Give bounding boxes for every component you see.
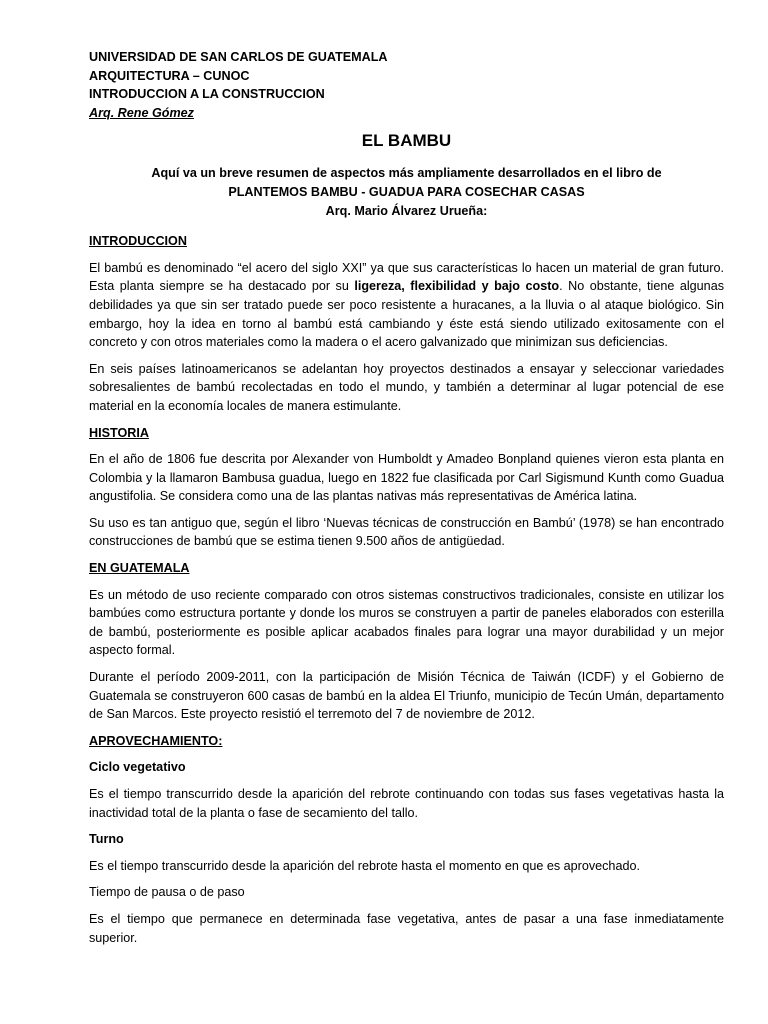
section-heading-guatemala: EN GUATEMALA: [89, 561, 190, 576]
section-heading-historia: HISTORIA: [89, 425, 149, 440]
course-name: INTRODUCCION A LA CONSTRUCCION: [89, 87, 325, 102]
paragraph-ciclo-vegetativo: Es el tiempo transcurrido desde la aparición del rebrote continuando con todas sus fases vegetativas hasta la inactividad total de la planta o fase de secamiento del tallo.: [89, 787, 724, 820]
intro-line-2: PLANTEMOS BAMBU - GUADUA PARA COSECHAR CASAS: [228, 184, 585, 199]
paragraph-introduccion-1: [89, 259, 724, 352]
paragraph-historia-2: Su uso es tan antiguo que, según el libro ‘Nuevas técnicas de construcción en Bambú’ (1978) se han encontrado construcciones de bambú que se estima tienen 9.500 años de antigüedad.: [89, 515, 724, 549]
text-segment: El bambú es denominado “el acero del siglo XXI” ya que sus características lo hacen un material de gran futuro. Esta planta siempre se ha destacado por su: [89, 260, 724, 294]
subheading-turno: Turno: [89, 832, 124, 847]
paragraph-guatemala-1: Es un método de uso reciente comparado con otros sistemas constructivos tradicionales, consiste en utilizar los bambúes como estructura portante y donde los muros se construyen a partir de paneles elaborados con esterilla de bambú, posteriormente es posible aplicar acabados finales para lograr una mayor durabilidad y un mejor aspecto formal.: [89, 587, 724, 658]
paragraph-guatemala-2: Durante el período 2009-2011, con la participación de Misión Técnica de Taiwán (ICDF) y el Gobierno de Guatemala se construyeron 600 casas de bambú en la aldea El Triunfo, municipio de Tecún Umán, departamento de San Marcos. Este proyecto resistió el terremoto del 7 de noviembre de 2012.: [89, 670, 724, 722]
author-name: Arq. Rene Gómez: [89, 105, 194, 120]
intro-line-3: Arq. Mario Álvarez Urueña:: [325, 203, 488, 218]
section-heading-aprovechamiento: APROVECHAMIENTO:: [89, 733, 223, 748]
document-header: [89, 48, 724, 122]
paragraph-tiempo-pausa: Es el tiempo que permanece en determinada fase vegetativa, antes de pasar a una fase inmediatamente superior.: [89, 911, 724, 945]
subheading-tiempo-pausa: Tiempo de pausa o de paso: [89, 885, 245, 900]
paragraph-turno: Es el tiempo transcurrido desde la aparición del rebrote hasta el momento en que es aprovechado.: [89, 858, 640, 873]
document-title: EL BAMBU: [361, 131, 452, 151]
university-name: UNIVERSIDAD DE SAN CARLOS DE GUATEMALA: [89, 50, 388, 64]
faculty-name: ARQUITECTURA – CUNOC: [89, 68, 250, 83]
paragraph-introduccion-2: En seis países latinoamericanos se adelantan hoy proyectos destinados a ensayar y seleccionar variedades sobresalientes de bambú recolectadas en todo el mundo, y también a determinar al lugar potencial de ese material en la economía locales de manera estimulante.: [89, 361, 724, 413]
bold-text: ligereza, flexibilidad y bajo costo: [354, 279, 560, 294]
subheading-ciclo-vegetativo: Ciclo vegetativo: [89, 760, 186, 775]
text-segment: . No obstante, tiene algunas debilidades ya que sin ser tratado puede ser poco resistente a huracanes, a la lluvia o al ataque biológico. Sin embargo, hoy la idea en torno al bambú está cambiando y éste está siendo utilizado exitosamente con el concreto y con otros materiales como la madera o el acero galvanizado que minimizan sus deficiencias.: [89, 279, 724, 350]
section-heading-introduccion: INTRODUCCION: [89, 234, 187, 249]
intro-line-1: Aquí va un breve resumen de aspectos más ampliamente desarrollados en el libro de: [151, 166, 662, 181]
intro-block: [89, 164, 724, 220]
paragraph-historia-1: En el año de 1806 fue descrita por Alexander von Humboldt y Amadeo Bonpland quienes vieron esta planta en Colombia y la llamaron Bambusa guadua, luego en 1822 fue clasificada por Carl Sigismund Kunth como Guadua angustifolia. Se considera como una de las plantas nativas más representativas de América latina.: [89, 452, 724, 504]
